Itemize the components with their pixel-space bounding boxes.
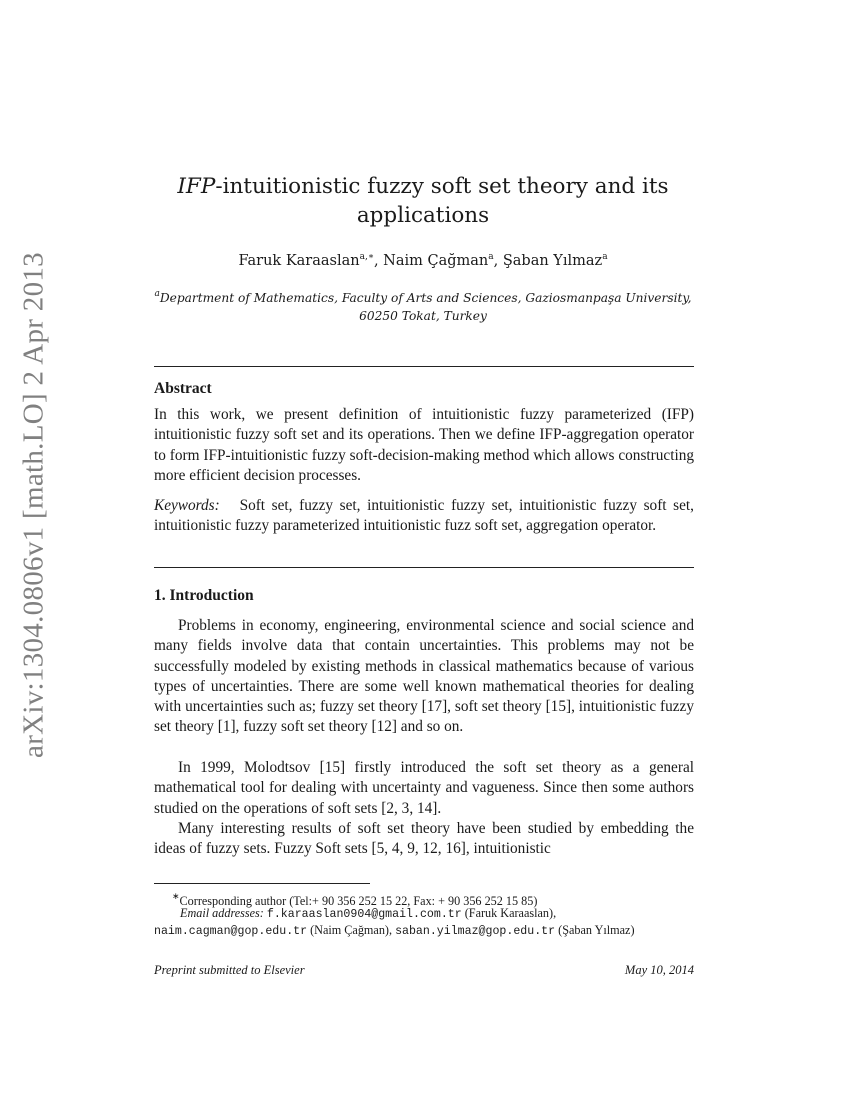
intro-paragraph-1: Problems in economy, engineering, environmental science and social science and many fields involve data that contain uncertainties. This problems may not be successfully modeled by existing methods in classical mathematics because of various types of uncertainties. There are some well known mathematical theories for dealing with uncertainties such as; fuzzy set theory [17], soft set theory [15], intuitionistic fuzzy set theory [1], fuzzy soft set theory [12] and so on. [154, 617, 694, 736]
intro-paragraph-2: In 1999, Molodtsov [15] firstly introduced the soft set theory as a general mathematical tool for dealing with uncertainty and vagueness. Since then some authors studied on the operations of soft sets [2, 3, 14]. [154, 759, 694, 817]
footnote-star: ∗ [172, 891, 180, 901]
affiliation-line2: 60250 Tokat, Turkey [359, 309, 487, 323]
section-heading-introduction: 1. Introduction [154, 587, 254, 604]
footnote-emails-line1 [154, 905, 694, 923]
paper-title [150, 172, 696, 230]
author-3-sup: a [602, 252, 608, 262]
author-3: Şaban Yılmaz [502, 253, 603, 269]
footer-date: May 10, 2014 [624, 963, 694, 977]
intro-paragraph-3: Many interesting results of soft set theory have been studied by embedding the ideas of fuzzy sets. Fuzzy Soft sets [5, 4, 9, 12, 16], intuitionistic [154, 820, 694, 858]
footnote-rule [154, 883, 370, 884]
abstract-heading: Abstract [154, 380, 212, 397]
keywords [154, 496, 694, 537]
affiliation-sup: a [154, 289, 160, 299]
affiliation [150, 285, 696, 325]
email-name-2: (Naim Çağman), [310, 923, 393, 937]
arxiv-stamp: arXiv:1304.0806v1 [math.LO] 2 Apr 2013 [17, 252, 50, 758]
abstract-text: In this work, we present definition of intuitionistic fuzzy parameterized (IFP) intuitionistic fuzzy soft set and its operations. Then we define IFP-aggregation operator to form IFP-intuitionistic fuzzy soft-decision-making method which allows constructing more efficient decision processes. [154, 406, 694, 484]
abstract-top-rule [154, 366, 694, 367]
footer-preprint: Preprint submitted to Elsevier [154, 963, 305, 977]
title-ifp: IFP [177, 174, 216, 199]
title-line2: applications [356, 203, 490, 228]
keywords-label: Keywords: [154, 497, 220, 514]
email-label: Email addresses: [180, 906, 264, 920]
footnote-emails-line2 [154, 922, 694, 940]
author-list: Faruk Karaaslan$^{a,∗}$, Naim Çağman$^a$, Şaban Yılmaz$^a$ [238, 252, 608, 269]
author-2: Naim Çağman [383, 253, 489, 269]
keywords-text: Soft set, fuzzy set, intuitionistic fuzzy set, intuitionistic fuzzy soft set, intuitionistic fuzzy parameterized intuitionistic fuzz soft set, aggregation operator. [154, 497, 694, 535]
footnote-corresponding-text: Corresponding author (Tel:+ 90 356 252 15 22, Fax: + 90 356 252 15 85) [179, 894, 538, 908]
affiliation-line1: Department of Mathematics, Faculty of Arts and Sciences, Gaziosmanpaşa University, [159, 291, 692, 305]
email-link-3[interactable]: saban.yilmaz@gop.edu.tr [395, 925, 556, 938]
abstract-bottom-rule [154, 567, 694, 568]
title-line1: -intuitionistic fuzzy soft set theory and its [215, 174, 669, 199]
email-link-1[interactable]: f.karaaslan0904@gmail.com.tr [266, 908, 462, 921]
author-1: Faruk Karaaslan [238, 253, 360, 269]
email-link-2[interactable]: naim.cagman@gop.edu.tr [154, 925, 308, 938]
email-name-1: (Faruk Karaaslan), [464, 906, 557, 920]
author-2-sup: a [488, 252, 494, 262]
email-name-3: (Şaban Yılmaz) [558, 923, 635, 937]
author-1-sup: a,∗ [359, 252, 374, 262]
